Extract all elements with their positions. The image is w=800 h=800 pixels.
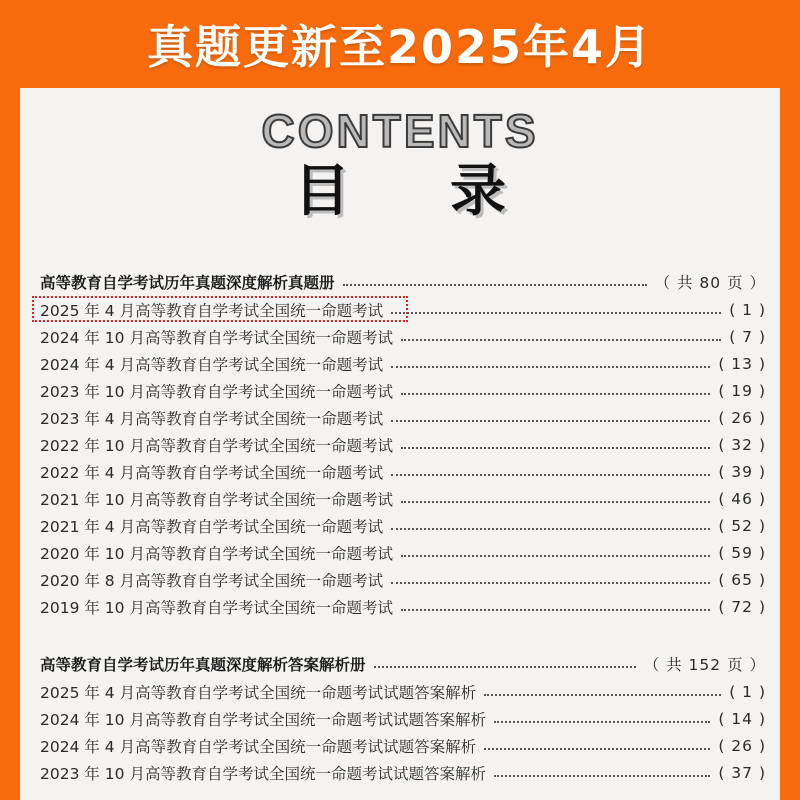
toc-entry[interactable] xyxy=(40,733,766,759)
leader-dots xyxy=(401,337,721,341)
entry-label: 2023 年 10 月高等教育自学考试全国统一命题考试 xyxy=(40,383,393,401)
section-header-questions xyxy=(40,269,766,295)
toc-entry[interactable] xyxy=(40,486,766,512)
entry-label: 2024 年 10 月高等教育自学考试全国统一命题考试 xyxy=(40,329,393,347)
toc-entry[interactable] xyxy=(40,459,766,485)
entry-label: 2020 年 8 月高等教育自学考试全国统一命题考试 xyxy=(40,572,384,590)
leader-dots xyxy=(391,364,710,368)
section-title: 高等教育自学考试历年真题深度解析真题册 xyxy=(40,274,335,292)
mulu-char-right: 录 xyxy=(450,159,506,224)
mulu-heading xyxy=(20,160,780,224)
entry-label: 2023 年 4 月高等教育自学考试全国统一命题考试 xyxy=(40,410,384,428)
leader-dots xyxy=(391,526,710,530)
entry-label: 2022 年 4 月高等教育自学考试全国统一命题考试 xyxy=(40,464,384,482)
entry-label: 2025 年 4 月高等教育自学考试全国统一命题考试 xyxy=(40,302,384,320)
toc-entry[interactable] xyxy=(40,297,766,323)
leader-dots xyxy=(391,418,710,422)
toc-entry[interactable] xyxy=(40,351,766,377)
contents-heading: CONTENTS xyxy=(261,105,539,157)
section-title: 高等教育自学考试历年真题深度解析答案解析册 xyxy=(40,656,366,674)
toc-entry[interactable] xyxy=(40,324,766,350)
top-banner xyxy=(0,0,800,88)
section-header-answers xyxy=(40,651,766,677)
toc-entry[interactable] xyxy=(40,432,766,458)
leader-dots xyxy=(401,553,710,557)
toc-entry[interactable] xyxy=(40,378,766,404)
entry-page: ( 26 ) xyxy=(718,737,766,755)
leader-dots xyxy=(401,607,710,611)
toc-entry[interactable] xyxy=(40,760,766,786)
entry-page: ( 1 ) xyxy=(729,301,766,319)
entry-page: ( 72 ) xyxy=(718,598,766,616)
entry-label: 2019 年 10 月高等教育自学考试全国统一命题考试 xyxy=(40,599,393,617)
leader-dots xyxy=(494,719,710,723)
leader-dots xyxy=(494,773,710,777)
entry-page: ( 26 ) xyxy=(718,409,766,427)
leader-dots xyxy=(401,499,710,503)
entry-page: ( 13 ) xyxy=(718,355,766,373)
entry-page: ( 46 ) xyxy=(718,490,766,508)
entry-page: ( 32 ) xyxy=(718,436,766,454)
mulu-char-left: 目 xyxy=(294,159,350,224)
leader-dots xyxy=(374,664,636,668)
section-page-count: （ 共 80 页 ） xyxy=(654,274,766,292)
banner-title: 真题更新至2025年4月 xyxy=(146,20,654,74)
entry-page: ( 52 ) xyxy=(718,517,766,535)
entry-page: ( 19 ) xyxy=(718,382,766,400)
toc-entry[interactable] xyxy=(40,706,766,732)
entry-page: ( 7 ) xyxy=(729,328,766,346)
toc-entry[interactable] xyxy=(40,513,766,539)
toc-entry[interactable] xyxy=(40,594,766,620)
entry-label: 2025 年 4 月高等教育自学考试全国统一命题考试试题答案解析 xyxy=(40,684,477,702)
toc-entry[interactable] xyxy=(40,405,766,431)
leader-dots xyxy=(484,746,710,750)
entry-page: ( 59 ) xyxy=(718,544,766,562)
leader-dots xyxy=(391,472,710,476)
entry-page: ( 14 ) xyxy=(718,710,766,728)
entry-label: 2023 年 10 月高等教育自学考试全国统一命题考试试题答案解析 xyxy=(40,765,486,783)
entry-page: ( 37 ) xyxy=(718,764,766,782)
entry-label: 2022 年 10 月高等教育自学考试全国统一命题考试 xyxy=(40,437,393,455)
toc-entry[interactable] xyxy=(40,567,766,593)
leader-dots xyxy=(484,692,721,696)
entry-label: 2024 年 4 月高等教育自学考试全国统一命题考试 xyxy=(40,356,384,374)
entry-page: ( 65 ) xyxy=(718,571,766,589)
leader-dots xyxy=(391,580,710,584)
entry-label: 2020 年 10 月高等教育自学考试全国统一命题考试 xyxy=(40,545,393,563)
leader-dots xyxy=(343,282,647,286)
leader-dots xyxy=(391,310,721,314)
toc-entry[interactable] xyxy=(40,540,766,566)
leader-dots xyxy=(401,391,710,395)
entry-page: ( 1 ) xyxy=(729,683,766,701)
leader-dots xyxy=(401,445,710,449)
entry-label: 2024 年 4 月高等教育自学考试全国统一命题考试试题答案解析 xyxy=(40,738,477,756)
entry-label: 2024 年 10 月高等教育自学考试全国统一命题考试试题答案解析 xyxy=(40,711,486,729)
section-page-count: （ 共 152 页 ） xyxy=(643,656,766,674)
entry-page: ( 39 ) xyxy=(718,463,766,481)
toc-entry[interactable] xyxy=(40,679,766,705)
entry-label: 2021 年 4 月高等教育自学考试全国统一命题考试 xyxy=(40,518,384,536)
entry-label: 2021 年 10 月高等教育自学考试全国统一命题考试 xyxy=(40,491,393,509)
toc-page xyxy=(20,88,780,800)
